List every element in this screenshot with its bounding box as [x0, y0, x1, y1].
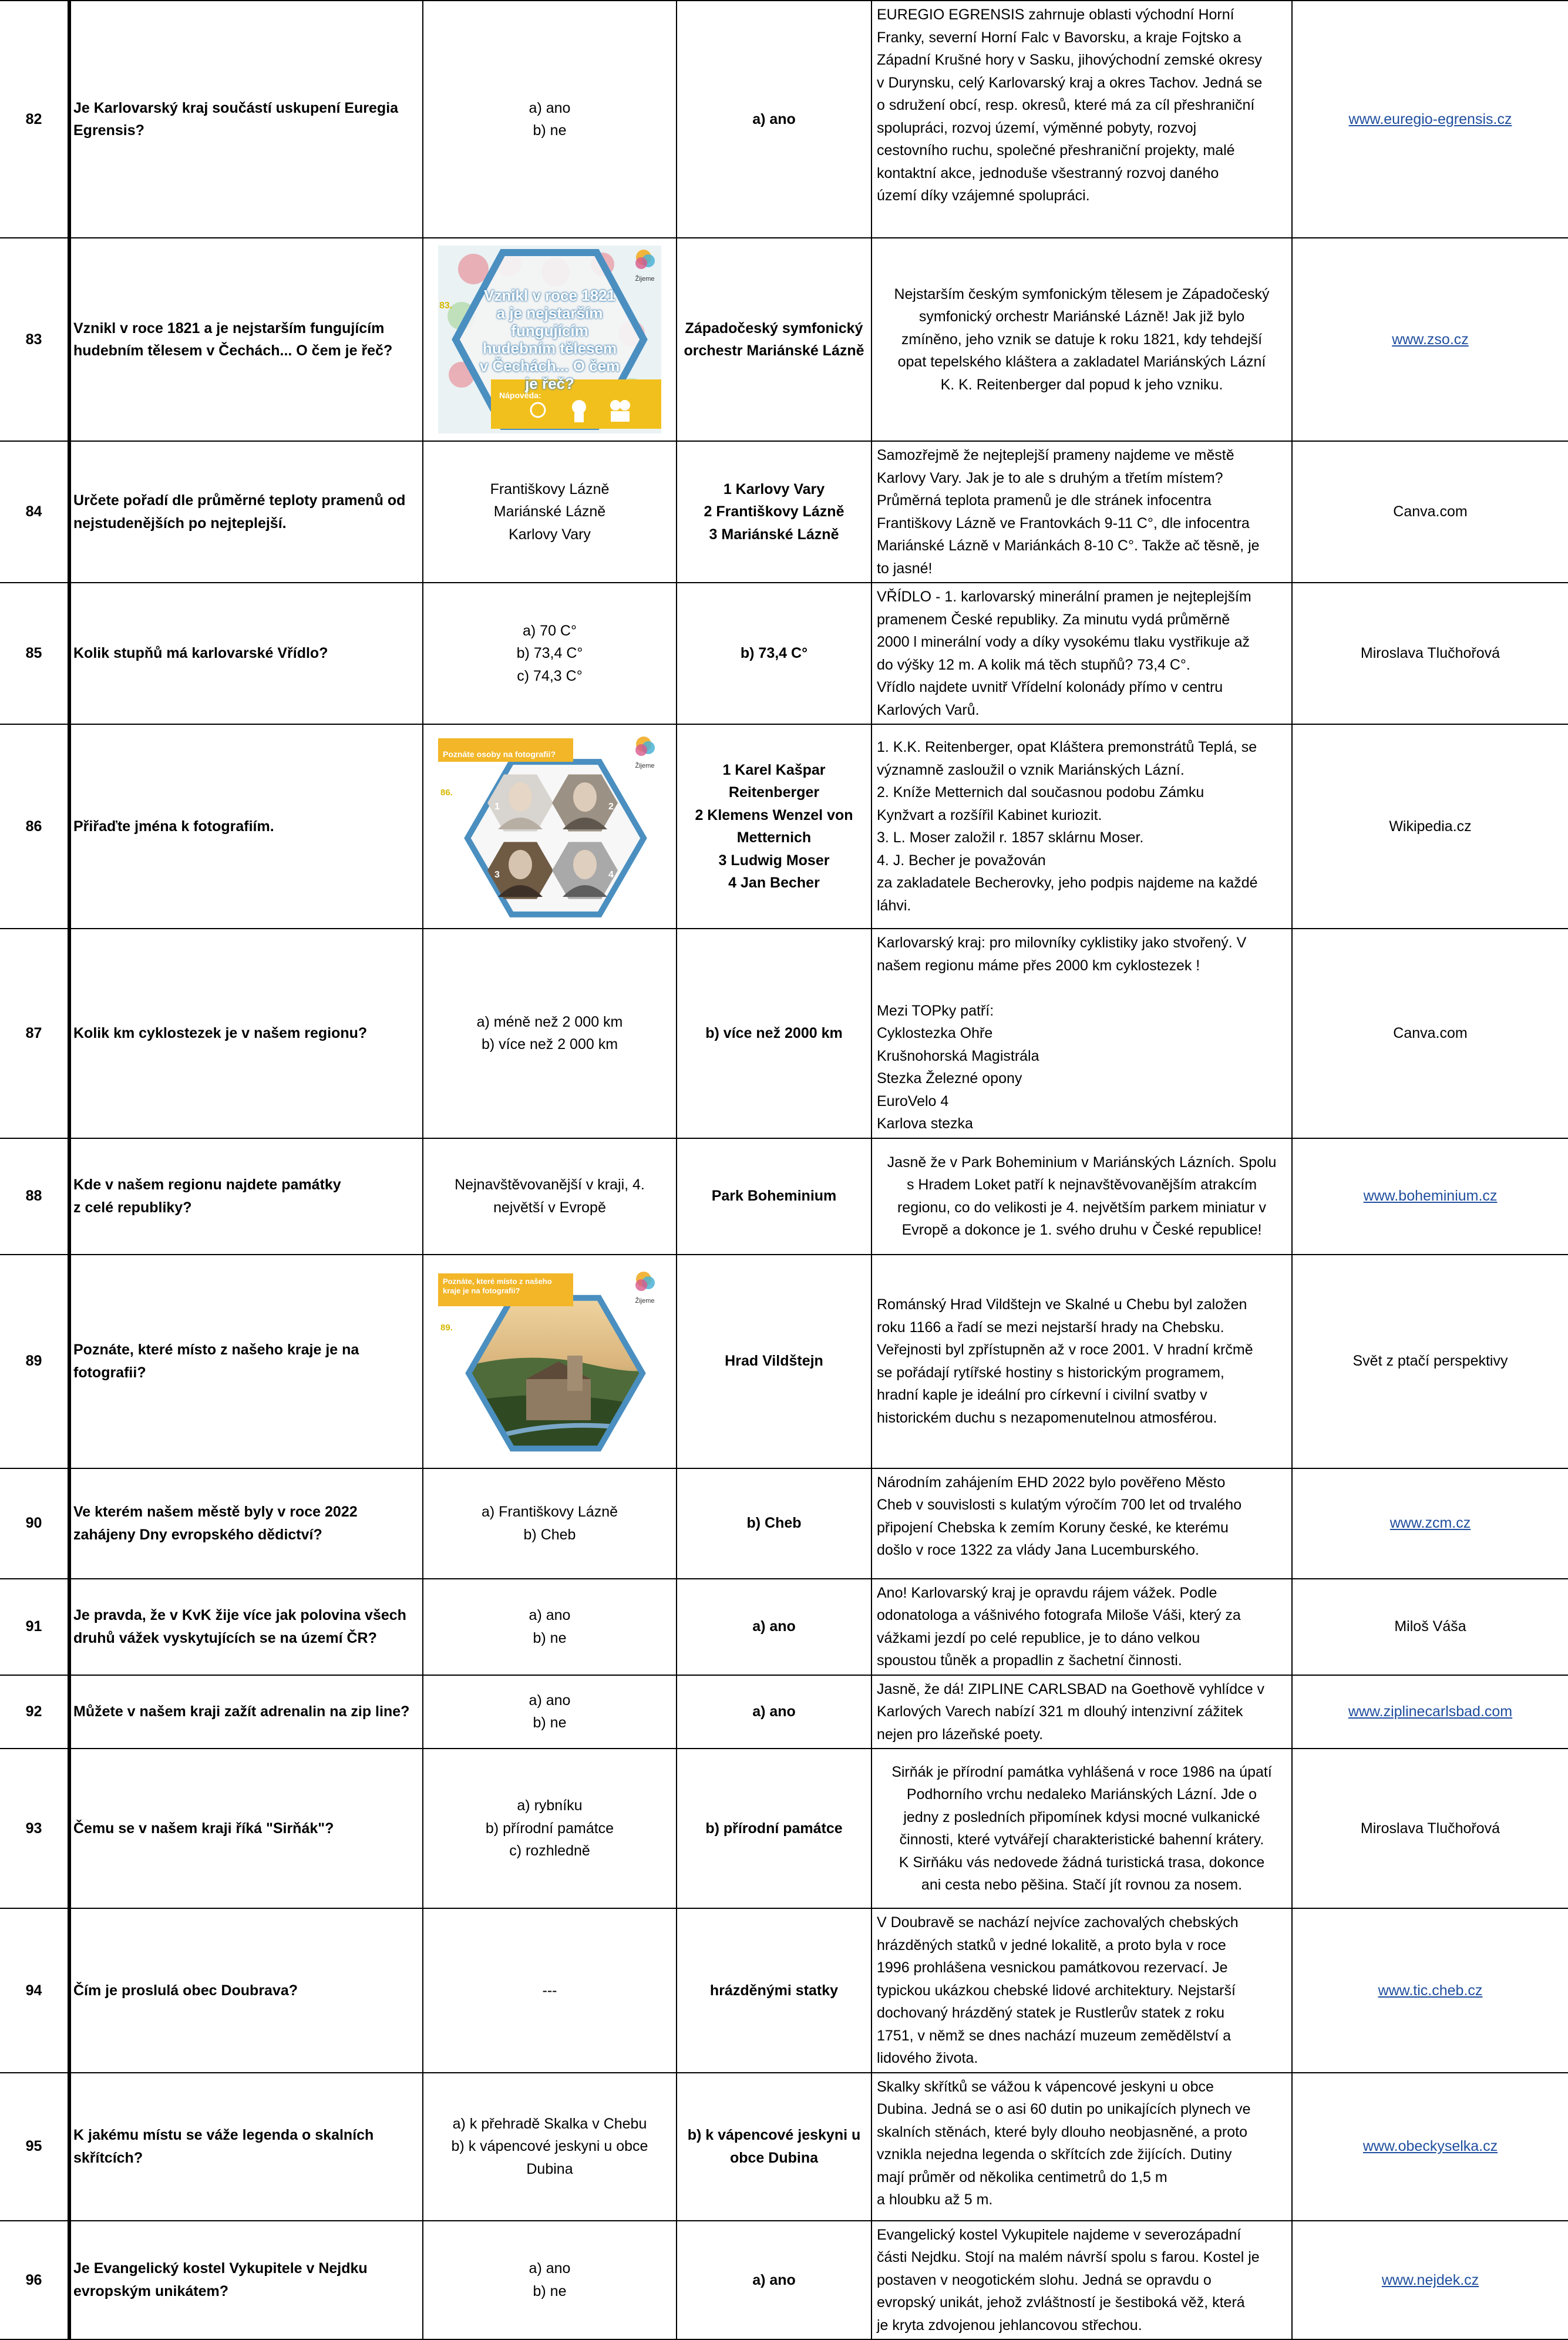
- table-row: [0, 1749, 1568, 1908]
- answer-line: 4 Jan Becher: [728, 875, 820, 891]
- option-item: největší v Evropě: [493, 1199, 606, 1216]
- table-row: [0, 724, 1568, 929]
- source-text: Canva.com: [1393, 1025, 1468, 1041]
- explanation-text: Nejstarším českým symfonickým tělesem je Západočeský symfonický orchestr Mariánské Lázně! Jak již bylo zmíněno, jeho vznik se datuje k roku 1821, kdy tehdejší opat tepelského kláštera a zakladatel Mariánských Lázní K. K. Reitenberger dal popud k jeho vzniku.: [872, 238, 1292, 441]
- correct-answer: Park Boheminium: [677, 1138, 872, 1255]
- card-banner-text: Poznáte, které místo z našeho kraje je na fotografii?: [443, 1276, 552, 1295]
- question-number: 85: [0, 583, 69, 724]
- table-row: [0, 1, 1568, 238]
- question-text: Vznikl v roce 1821 a je nejstarším fungujícím hudebním tělesem v Čechách... O čem je řeč?: [69, 238, 423, 441]
- source-cell: [1292, 238, 1568, 441]
- option-item: b) ne: [533, 1714, 567, 1732]
- explanation-text: VŘÍDLO - 1. karlovarský minerální pramen je nejteplejším pramenem České republiky. Za minutu vydá průměrně 2000 l minerální vody a díky vysokému tlaku vystřikuje až do výšky 12 m. A kolik má těch stupňů? 73,4 C°. Vřídlo najdete uvnitř Vřídelní kolonády přímo v centru Karlových Varů.: [872, 583, 1292, 724]
- question-text: Je Evangelický kostel Vykupitele v Nejdku evropským unikátem?: [69, 2221, 423, 2340]
- answer-line: obce Dubina: [729, 2149, 818, 2166]
- table-row: [0, 1138, 1568, 1255]
- correct-answer: [677, 441, 872, 583]
- question-text: K jakému místu se váže legenda o skalních skřítcích?: [69, 2073, 423, 2221]
- table-row: [0, 1468, 1568, 1579]
- answer-options: [423, 441, 677, 583]
- table-row: [0, 2073, 1568, 2221]
- option-item: Nejnavštěvovanější v kraji, 4.: [455, 1176, 645, 1193]
- source-cell: [1292, 1, 1568, 238]
- source-cell: [1292, 2073, 1568, 2221]
- source-link[interactable]: www.zcm.cz: [1389, 1515, 1471, 1532]
- table-row: [0, 583, 1568, 724]
- question-number: 91: [0, 1579, 69, 1675]
- answer-options: [423, 1579, 677, 1675]
- explanation-text: Národním zahájením EHD 2022 bylo pověřeno Město Cheb v souvislosti s kulatým výročím 700 let od trvalého připojení Chebska k zemím Koruny české, ke kterému došlo v roce 1322 za vlády Jana Lucemburského.: [872, 1468, 1292, 1579]
- answer-line: 1 Karel Kašpar: [722, 761, 826, 778]
- correct-answer: b) 73,4 C°: [677, 583, 872, 724]
- correct-answer: a) ano: [677, 1579, 872, 1675]
- option-item: a) Františkovy Lázně: [481, 1504, 618, 1520]
- question-text: Čím je proslulá obec Doubrava?: [69, 1908, 423, 2073]
- correct-answer: b) přírodní památce: [677, 1749, 872, 1908]
- source-text: Miloš Váša: [1394, 1618, 1466, 1635]
- source-cell: [1292, 929, 1568, 1138]
- correct-answer: a) ano: [677, 1, 872, 238]
- answer-options: [423, 929, 677, 1138]
- explanation-text: V Doubravě se nachází nejvíce zachovalých chebských hrázděných statků v jedné lokalitě, a proto byla v roce 1996 prohlášena vesnickou památkovou rezervací. Je typickou ukázkou chebské lidové architektury. Nejstarší dochovaný hrázděný statek je Rustlerův statek z roku 1751, v němž se dnes nachází muzeum zemědělství a lidového života.: [872, 1908, 1292, 2073]
- option-item: b) ne: [533, 2282, 567, 2299]
- option-item: Dubina: [526, 2160, 573, 2177]
- question-number: 87: [0, 929, 69, 1138]
- source-link[interactable]: www.obeckyselka.cz: [1362, 2138, 1498, 2155]
- option-item: ---: [542, 1982, 557, 1999]
- source-cell: [1292, 2221, 1568, 2340]
- question-number: 93: [0, 1749, 69, 1908]
- option-item: c) rozhledně: [509, 1843, 590, 1860]
- option-item: a) méně než 2 000 km: [476, 1013, 623, 1030]
- source-cell: [1292, 441, 1568, 583]
- portrait-number-label: 4: [608, 870, 614, 880]
- source-text: Wikipedia.cz: [1389, 818, 1472, 835]
- question-text: Kde v našem regionu najdete památky z celé republiky?: [69, 1138, 423, 1255]
- answer-options: [423, 1749, 677, 1908]
- option-item: b) 73,4 C°: [516, 645, 583, 662]
- question-number: 90: [0, 1468, 69, 1579]
- portraits-image: [438, 732, 661, 920]
- card-number: 89.: [440, 1322, 453, 1333]
- question-number: 86: [0, 724, 69, 929]
- card-question-text: Vznikl v roce 1821 a je nejstarším fungujícím hudebním tělesem v Čechách... O čem je řeč?: [479, 287, 620, 392]
- option-item: a) k přehradě Skalka v Chebu: [452, 2115, 647, 2132]
- explanation-text: Samozřejmě že nejteplejší prameny najdeme ve městě Karlovy Vary. Jak je to ale s druhým a třetím místem? Průměrná teplota pramenů je dle stránek infocentra Františkovy Lázně ve Frantovkách 9-11 C°, dle infocentra Mariánské Lázně v Mariánkách 8-10 C°. Takže ač těsně, je to jasné!: [872, 441, 1292, 583]
- table-row: [0, 1908, 1568, 2073]
- source-link[interactable]: www.tic.cheb.cz: [1378, 1982, 1483, 1999]
- table-row: [0, 1255, 1568, 1468]
- correct-answer: hrázděnými statky: [677, 1908, 872, 2073]
- source-text: Svět z ptačí perspektivy: [1352, 1353, 1508, 1370]
- table-row: [0, 238, 1568, 441]
- castle-photo-image: [438, 1268, 661, 1455]
- source-link[interactable]: www.euregio-egrensis.cz: [1348, 110, 1512, 127]
- answer-line: 2 Františkovy Lázně: [704, 503, 844, 520]
- option-item: Karlovy Vary: [509, 526, 591, 543]
- source-cell: [1292, 1675, 1568, 1749]
- option-item: Mariánské Lázně: [493, 503, 606, 520]
- source-text: Miroslava Tlučhořová: [1360, 1820, 1500, 1837]
- source-cell: [1292, 583, 1568, 724]
- correct-answer: Hrad Vildštejn: [677, 1255, 872, 1468]
- question-number: 84: [0, 441, 69, 583]
- option-item: b) více než 2 000 km: [481, 1036, 618, 1053]
- card-brand: Žijeme: [635, 275, 655, 283]
- source-cell: [1292, 724, 1568, 929]
- answer-options: [423, 1138, 677, 1255]
- card-brand: Žijeme: [635, 762, 655, 769]
- source-cell: [1292, 1468, 1568, 1579]
- source-link[interactable]: www.boheminium.cz: [1363, 1188, 1498, 1205]
- question-number: 88: [0, 1138, 69, 1255]
- quiz-card-image: [438, 246, 661, 433]
- portrait-number-label: 2: [608, 802, 614, 812]
- answer-options: [423, 1908, 677, 2073]
- option-item: a) ano: [529, 1692, 571, 1709]
- option-item: a) 70 C°: [523, 622, 577, 639]
- answer-options: [423, 724, 677, 929]
- question-text: Poznáte, které místo z našeho kraje je na fotografii?: [69, 1255, 423, 1468]
- card-hint-label: Nápověda:: [499, 391, 541, 400]
- answer-line: 3 Ludwig Moser: [718, 852, 830, 869]
- answer-line: 2 Klemens Wenzel von: [695, 806, 853, 823]
- source-link[interactable]: www.nejdek.cz: [1381, 2271, 1479, 2288]
- card-brand: Žijeme: [635, 1297, 655, 1305]
- table-row: [0, 1579, 1568, 1675]
- card-banner-text: Poznáte osoby na fotografii?: [443, 749, 556, 759]
- correct-answer: Západočeský symfonický orchestr Mariánské Lázně: [677, 238, 872, 441]
- question-number: 95: [0, 2073, 69, 2221]
- source-text: Canva.com: [1393, 503, 1468, 520]
- answer-options: [423, 2221, 677, 2340]
- explanation-text: Sirňák je přírodní památka vyhlášená v roce 1986 na úpatí Podhorního vrchu nedaleko Mariánských Lázní. Jde o jedny z posledních připomínek kdysi mocné vulkanické činnosti, které vytvářejí charakteristické bahenní krátery. K Sirňáku vás nedovede žádná turistická trasa, dokonce ani cesta nebo pěšina. Stačí jít rovnou za nosem.: [872, 1749, 1292, 1908]
- option-item: a) ano: [529, 99, 571, 116]
- portrait-number-label: 1: [494, 802, 500, 812]
- explanation-text: Evangelický kostel Vykupitele najdeme v severozápadní části Nejdku. Stojí na malém návrší spolu s farou. Kostel je postaven v neogotickém slohu. Jedná se opravdu o evropský unikát, jehož zvláštností je šestiboká věž, která je kryta zdvojenou jehlancovou střechou.: [872, 2221, 1292, 2340]
- answer-line: 1 Karlovy Vary: [723, 480, 825, 497]
- option-item: b) ne: [533, 1629, 567, 1646]
- answer-line: Reitenberger: [728, 784, 820, 801]
- answer-options: [423, 2073, 677, 2221]
- table-row: [0, 1675, 1568, 1749]
- option-item: a) rybníku: [517, 1797, 583, 1814]
- question-number: 92: [0, 1675, 69, 1749]
- correct-answer: [677, 2073, 872, 2221]
- card-number: 83.: [439, 301, 453, 311]
- source-link[interactable]: www.ziplinecarlsbad.com: [1348, 1703, 1513, 1720]
- correct-answer: b) více než 2000 km: [677, 929, 872, 1138]
- explanation-text: Karlovarský kraj: pro milovníky cyklistiky jako stvořený. V našem regionu máme přes 2000 km cyklostezek ! Mezi TOPky patří: Cyklostezka Ohře Krušnohorská Magistrála Stezka Železné opony EuroVelo 4 Karlova stezka: [872, 929, 1292, 1138]
- answer-options: [423, 583, 677, 724]
- answer-options: [423, 1468, 677, 1579]
- question-number: 94: [0, 1908, 69, 2073]
- question-number: 89: [0, 1255, 69, 1468]
- source-cell: [1292, 1579, 1568, 1675]
- source-cell: [1292, 1138, 1568, 1255]
- answer-options: [423, 1255, 677, 1468]
- explanation-text: Románský Hrad Vildštejn ve Skalné u Chebu byl založen roku 1166 a řadí se mezi nejstarší hrady na Chebsku. Veřejnosti byl zpřístupněn až v roce 2001. V hradní krčmě se pořádají rytířské hostiny s historickým programem, hradní kaple je ideální pro církevní i civilní svatby v historickém duchu s nezapomenutelnou atmosférou.: [872, 1255, 1292, 1468]
- question-text: Je pravda, že v KvK žije více jak polovina všech druhů vážek vyskytujících se na území ČR?: [69, 1579, 423, 1675]
- explanation-text: 1. K.K. Reitenberger, opat Kláštera premonstrátů Teplá, se významně zasloužil o vznik Mariánských Lázní. 2. Kníže Metternich dal současnou podobu Zámku Kynžvart a rozšířil Kabinet kuriozit. 3. L. Moser založil r. 1857 sklárnu Moser. 4. J. Becher je považován za zakladatele Becherovky, jeho podpis najdeme na každé láhvi.: [872, 724, 1292, 929]
- table-row: [0, 441, 1568, 583]
- answer-options: [423, 1675, 677, 1749]
- explanation-text: Ano! Karlovarský kraj je opravdu rájem vážek. Podle odonatologa a vášnivého fotografa Miloše Váši, který za vážkami jezdí po celé republice, je to dáno velkou spoustou tůněk a propadlin z šachetní činnosti.: [872, 1579, 1292, 1675]
- explanation-text: EUREGIO EGRENSIS zahrnuje oblasti východní Horní Franky, severní Horní Falc v Bavorsku, a kraje Fojtsko a Západní Krušné hory v Sasku, jihovýchodní zemské okresy v Durynsku, celý Karlovarský kraj a okres Tachov. Jedná se o sdružení obcí, resp. okresů, které má za cíl přeshraniční spolupráci, rozvoj území, výměnné pobyty, rozvoj cestovního ruchu, společné přeshraniční projekty, malé kontaktní akce, jednoduše všestranný rozvoj daného území díky vzájemné spolupráci.: [872, 1, 1292, 238]
- source-cell: [1292, 1908, 1568, 2073]
- portrait-number-label: 3: [494, 870, 500, 880]
- answer-options: [423, 238, 677, 441]
- answer-line: b) k vápencové jeskyni u: [687, 2127, 861, 2143]
- question-number: 82: [0, 1, 69, 238]
- explanation-text: Jasně že v Park Boheminium v Mariánských Lázních. Spolu s Hradem Loket patří k nejnavštěvovanějším atrakcím regionu, co do velikosti je 4. největším parkem miniatur v Evropě a dokonce je 1. svého druhu v České republice!: [872, 1138, 1292, 1255]
- question-number: 96: [0, 2221, 69, 2340]
- option-item: a) ano: [529, 1607, 571, 1623]
- table-row: [0, 2221, 1568, 2340]
- answer-options: [423, 1, 677, 238]
- question-text: Určete pořadí dle průměrné teploty pramenů od nejstudenějších po nejteplejší.: [69, 441, 423, 583]
- option-item: a) ano: [529, 2260, 571, 2277]
- question-text: Čemu se v našem kraji říká "Sirňák"?: [69, 1749, 423, 1908]
- source-link[interactable]: www.zso.cz: [1392, 331, 1469, 348]
- option-item: c) 74,3 C°: [517, 667, 583, 684]
- option-item: b) Cheb: [523, 1526, 576, 1543]
- option-item: b) k vápencové jeskyni u obce: [451, 2138, 648, 2155]
- question-text: Ve kterém našem městě byly v roce 2022 zahájeny Dny evropského dědictví?: [69, 1468, 423, 1579]
- source-cell: [1292, 1255, 1568, 1468]
- card-number: 86.: [440, 788, 453, 798]
- option-item: b) ne: [533, 122, 567, 139]
- table-row: [0, 929, 1568, 1138]
- correct-answer: a) ano: [677, 1675, 872, 1749]
- correct-answer: [677, 724, 872, 929]
- question-text: Kolik stupňů má karlovarské Vřídlo?: [69, 583, 423, 724]
- answer-line: 3 Mariánské Lázně: [709, 526, 839, 543]
- question-number: 83: [0, 238, 69, 441]
- correct-answer: b) Cheb: [677, 1468, 872, 1579]
- question-text: Můžete v našem kraji zažít adrenalin na zip line?: [69, 1675, 423, 1749]
- correct-answer: a) ano: [677, 2221, 872, 2340]
- explanation-text: Skalky skřítků se vážou k vápencové jeskyni u obce Dubina. Jedná se o asi 60 dutin po unikajících plynech ve skalních stěnách, které byly dlouho neobjasněné, a proto vznikla nejedna legenda o skřítcích zde žijících. Dutiny mají průměr od několika centimetrů do 1,5 m a hloubku až 5 m.: [872, 2073, 1292, 2221]
- question-text: Je Karlovarský kraj součástí uskupení Euregia Egrensis?: [69, 1, 423, 238]
- source-cell: [1292, 1749, 1568, 1908]
- answer-line: Metternich: [736, 829, 812, 846]
- option-item: b) přírodní památce: [485, 1820, 614, 1837]
- question-text: Kolik km cyklostezek je v našem regionu?: [69, 929, 423, 1138]
- explanation-text: Jasně, že dá! ZIPLINE CARLSBAD na Goethově vyhlídce v Karlových Varech nabízí 321 m dlouhý intenzivní zážitek nejen pro lázeňské poety.: [872, 1675, 1292, 1749]
- source-text: Miroslava Tlučhořová: [1360, 645, 1500, 662]
- question-text: Přiřaďte jména k fotografiím.: [69, 724, 423, 929]
- option-item: Františkovy Lázně: [490, 480, 610, 497]
